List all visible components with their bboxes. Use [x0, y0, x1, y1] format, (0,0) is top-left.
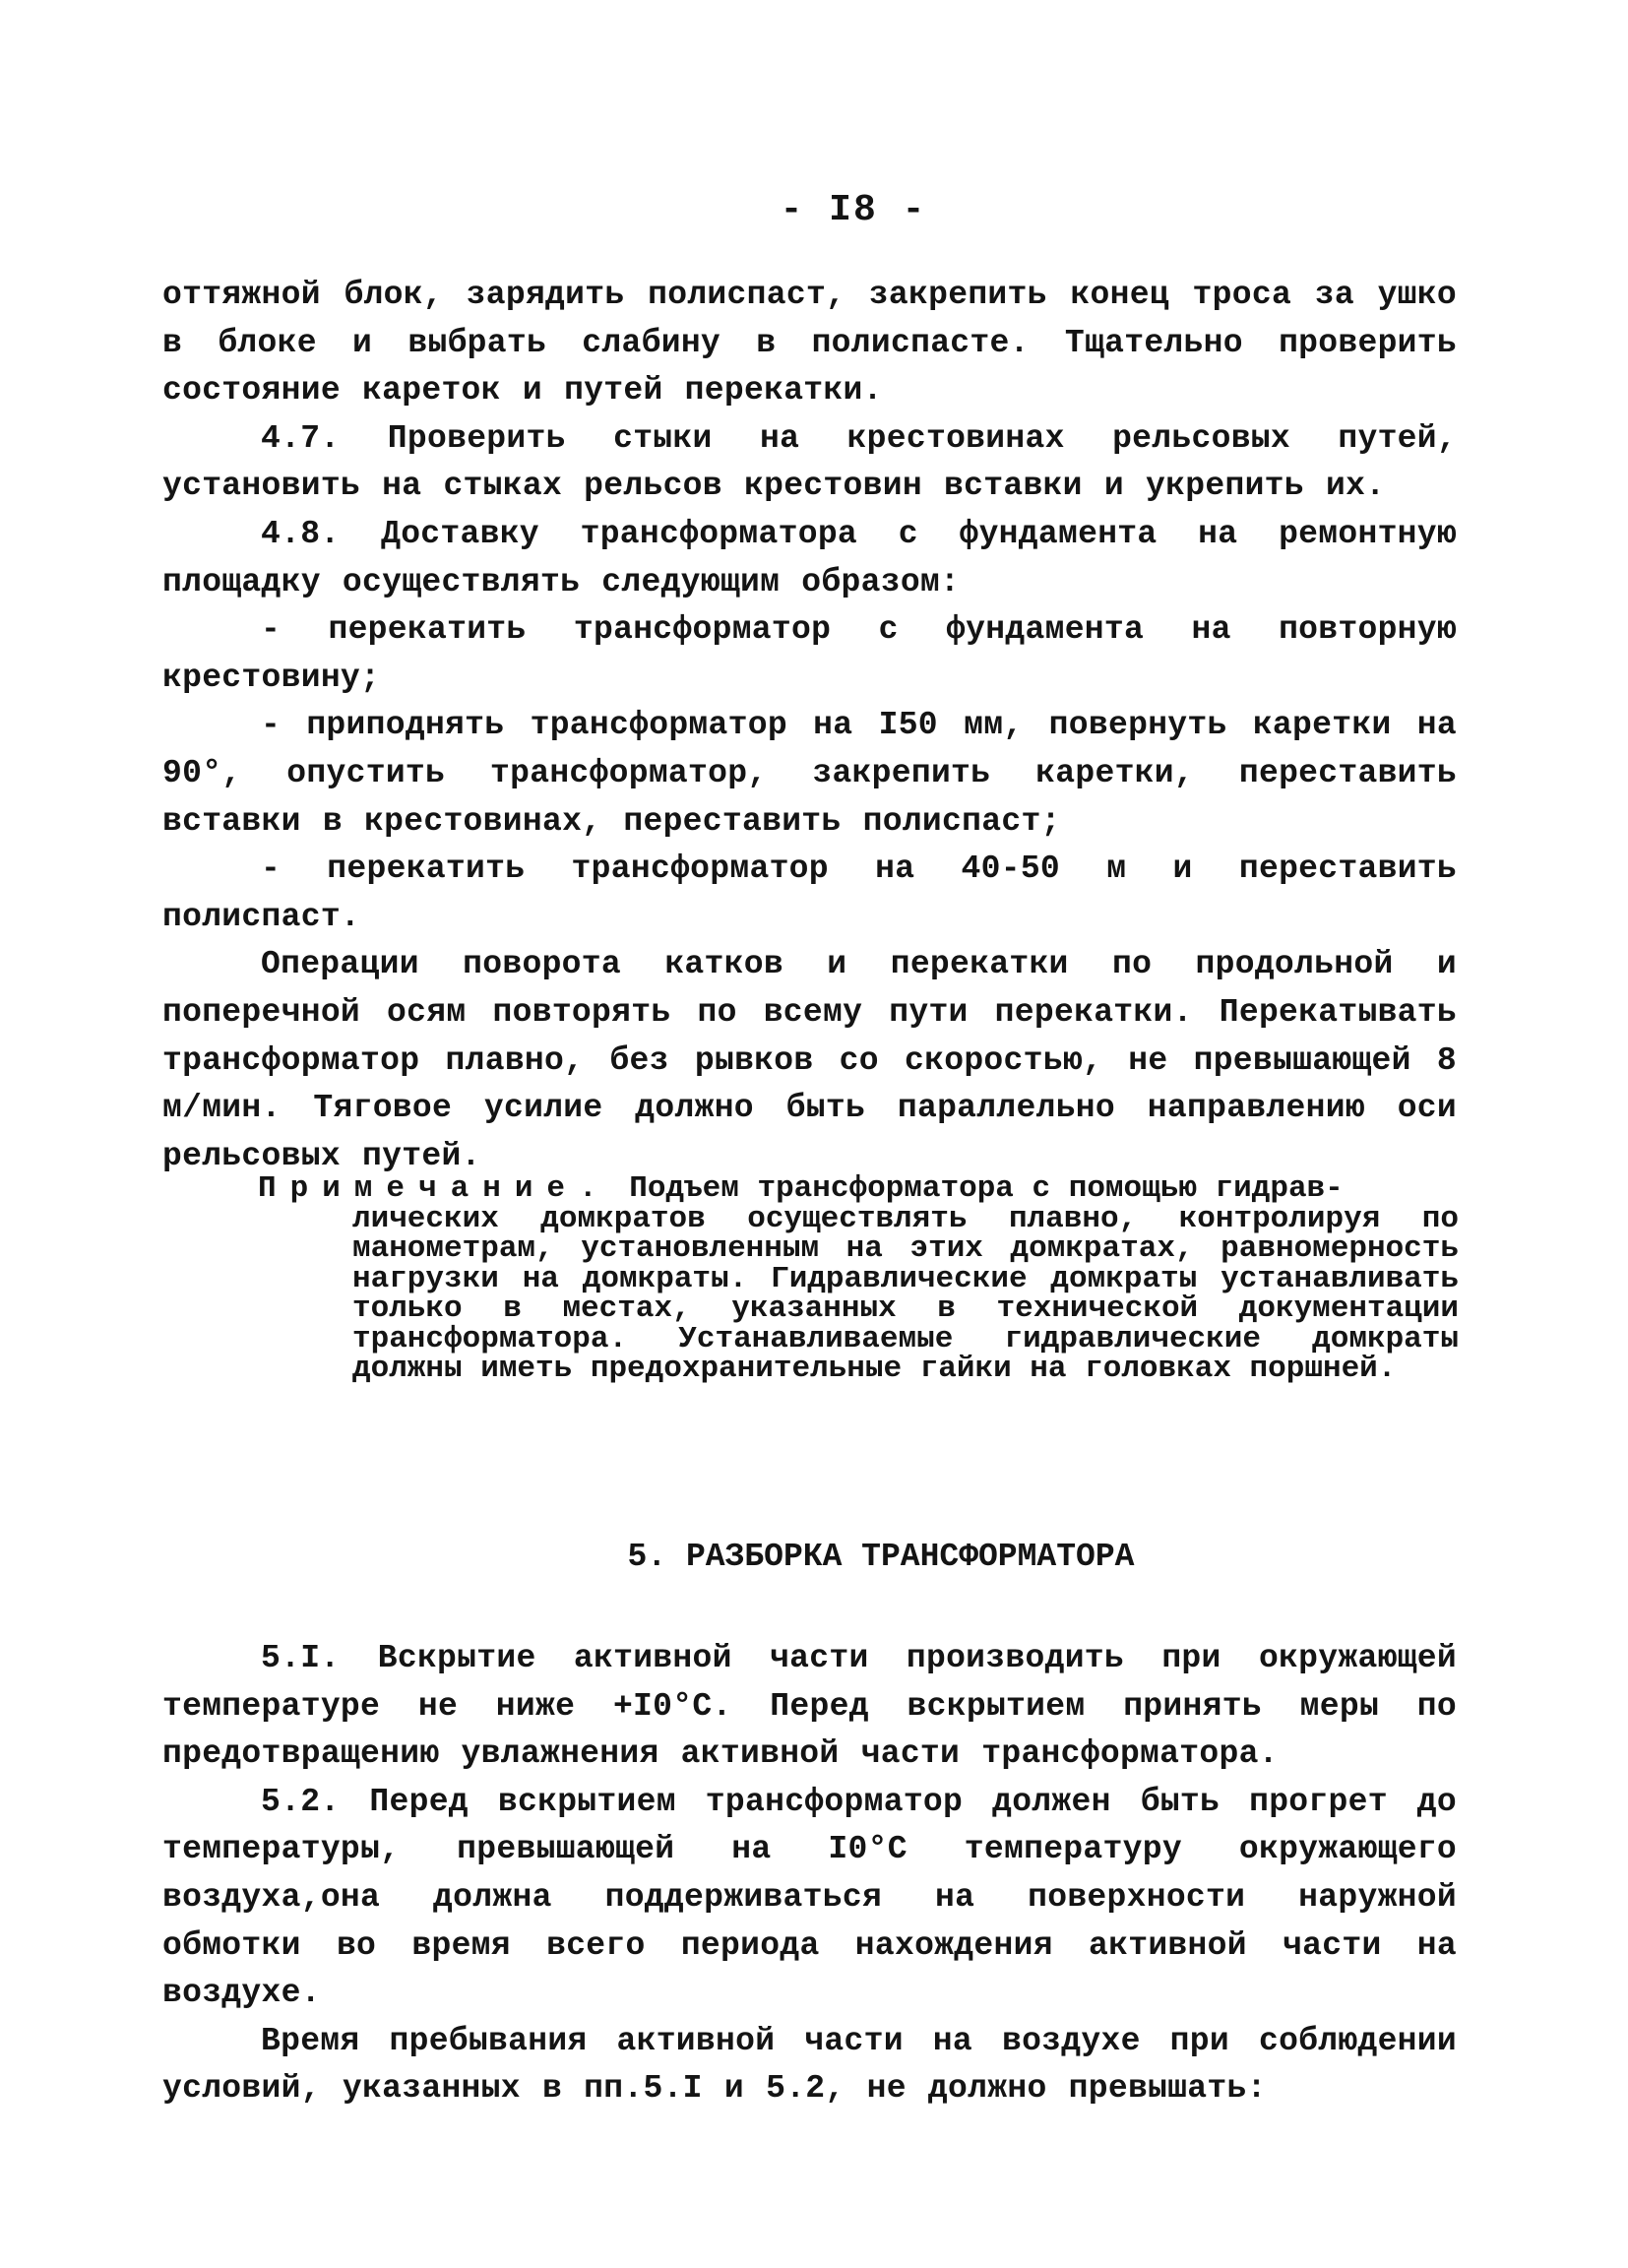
- section-heading: 5. РАЗБОРКА ТРАНСФОРМАТОРА: [627, 1539, 1135, 1575]
- body-text-bottom: [162, 1635, 1457, 2113]
- paragraph-5-1: 5.I. Вскрытие активной части производить при окружающей температуре не ниже +I0°С. Перед вскрытием принять меры по предотвращению увлажнения активной части трансформатора.: [162, 1640, 1457, 1773]
- paragraph-4-8: 4.8. Доставку трансформатора с фундамента на ремонтную площадку осуществлять следующим образом:: [162, 515, 1457, 600]
- list-item: - перекатить трансформатор с фундамента на повторную крестовину;: [162, 611, 1457, 696]
- paragraph-4-7: 4.7. Проверить стыки на крестовинах рельсовых путей, установить на стыках рельсов крестовин вставки и укрепить их.: [162, 419, 1457, 505]
- note-label: Примечание.: [258, 1171, 611, 1206]
- note-body: лических домкратов осуществлять плавно, контролируя по манометрам, установленным на этих домкратах, равномерность нагрузки на домкраты. Гидравлические домкраты устанавливать только в местах, указанных в технической документации трансформатора. Устанавливаемые гидравлические домкраты должны иметь предохранительные гайки на головках поршней.: [352, 1201, 1459, 1386]
- paragraph-5-2: 5.2. Перед вскрытием трансформатор должен быть прогрет до температуры, превышающей на I0°С температуру окружающего воздуха,она должна поддерживаться на поверхности наружной обмотки во время всего периода нахождения активной части на воздухе.: [162, 1783, 1457, 2012]
- paragraph: Время пребывания активной части на воздухе при соблюдении условий, указанных в пп.5.I и 5.2, не должно превышать:: [162, 2022, 1457, 2108]
- page-number: - I8 -: [780, 189, 927, 231]
- note-first-text: Подъем трансформатора с помощью гидрав-: [629, 1171, 1344, 1206]
- body-text-top: [162, 272, 1457, 1180]
- paragraph: оттяжной блок, зарядить полиспаст, закрепить конец троса за ушко в блоке и выбрать слабину в полиспасте. Тщательно проверить состояние кареток и путей перекатки.: [162, 277, 1457, 410]
- paragraph: Операции поворота катков и перекатки по продольной и поперечной осям повторять по всему пути перекатки. Перекатывать трансформатор плавно, без рывков со скоростью, не превышающей 8 м/мин. Тяговое усилие должно быть параллельно направлению оси рельсовых путей.: [162, 946, 1457, 1174]
- list-item: - перекатить трансформатор на 40-50 м и переставить полиспаст.: [162, 850, 1457, 935]
- note-block: [258, 1171, 1459, 1386]
- list-item: - приподнять трансформатор на I50 мм, повернуть каретки на 90°, опустить трансформатор, закрепить каретки, переставить вставки в крестовинах, переставить полиспаст;: [162, 707, 1457, 840]
- note-first-line: [258, 1171, 1459, 1206]
